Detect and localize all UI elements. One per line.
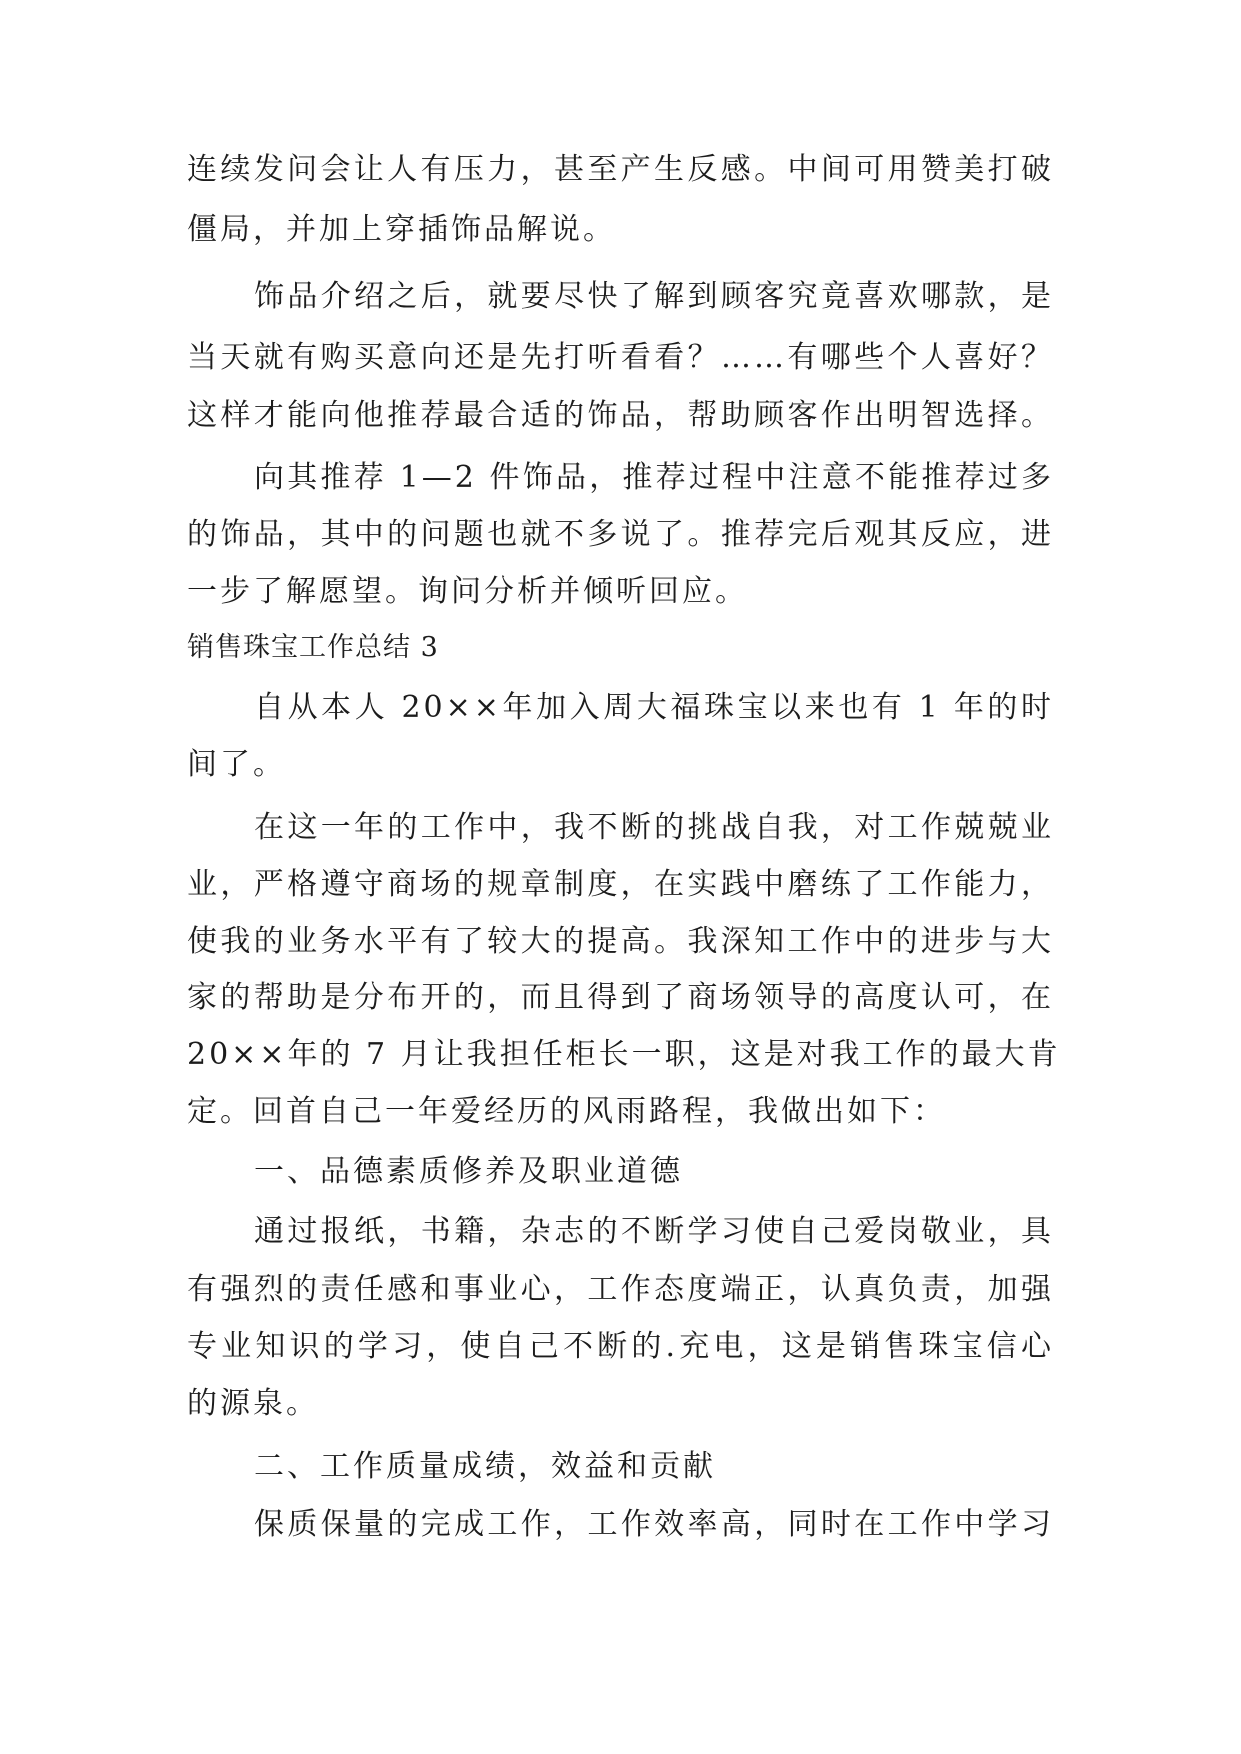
paragraph-line: 业，严格遵守商场的规章制度，在实践中磨练了工作能力，: [187, 867, 1054, 902]
paragraph-line: 自从本人 20××年加入周大福珠宝以来也有 1 年的时: [254, 690, 1054, 725]
paragraph-line: 有强烈的责任感和事业心，工作态度端正，认真负责，加强: [187, 1272, 1054, 1307]
paragraph-line: 家的帮助是分布开的，而且得到了商场领导的高度认可，在: [187, 980, 1054, 1015]
paragraph-line: 当天就有购买意向还是先打听看看？……有哪些个人喜好？: [187, 340, 1054, 375]
paragraph-line: 一步了解愿望。询问分析并倾听回应。: [187, 574, 748, 609]
section-heading: 销售珠宝工作总结 3: [187, 632, 439, 663]
paragraph-line: 僵局，并加上穿插饰品解说。: [187, 212, 616, 247]
paragraph-line: 专业知识的学习，使自己不断的.充电，这是销售珠宝信心: [187, 1329, 1054, 1364]
paragraph-line: 保质保量的完成工作，工作效率高，同时在工作中学习: [254, 1507, 1054, 1542]
paragraph-line: 使我的业务水平有了较大的提高。我深知工作中的进步与大: [187, 924, 1054, 959]
subsection-heading: 二、工作质量成绩，效益和贡献: [254, 1449, 716, 1484]
paragraph-line: 的饰品，其中的问题也就不多说了。推荐完后观其反应，进: [187, 517, 1054, 552]
paragraph-line: 在这一年的工作中，我不断的挑战自我，对工作兢兢业: [254, 810, 1054, 845]
paragraph-line: 定。回首自己一年爱经历的风雨路程，我做出如下：: [187, 1094, 946, 1129]
paragraph-line: 向其推荐 1—2 件饰品，推荐过程中注意不能推荐过多: [254, 460, 1054, 495]
paragraph-line: 连续发问会让人有压力，甚至产生反感。中间可用赞美打破: [187, 152, 1054, 187]
paragraph-line: 通过报纸，书籍，杂志的不断学习使自己爱岗敬业，具: [254, 1214, 1054, 1249]
paragraph-line: 饰品介绍之后，就要尽快了解到顾客究竟喜欢哪款，是: [254, 279, 1054, 314]
subsection-heading: 一、品德素质修养及职业道德: [254, 1154, 683, 1189]
paragraph-line: 这样才能向他推荐最合适的饰品，帮助顾客作出明智选择。: [187, 398, 1054, 433]
paragraph-line: 间了。: [187, 747, 286, 782]
paragraph-line: 的源泉。: [187, 1386, 319, 1421]
paragraph-line: 20××年的 7 月让我担任柜长一职，这是对我工作的最大肯: [187, 1037, 1061, 1072]
